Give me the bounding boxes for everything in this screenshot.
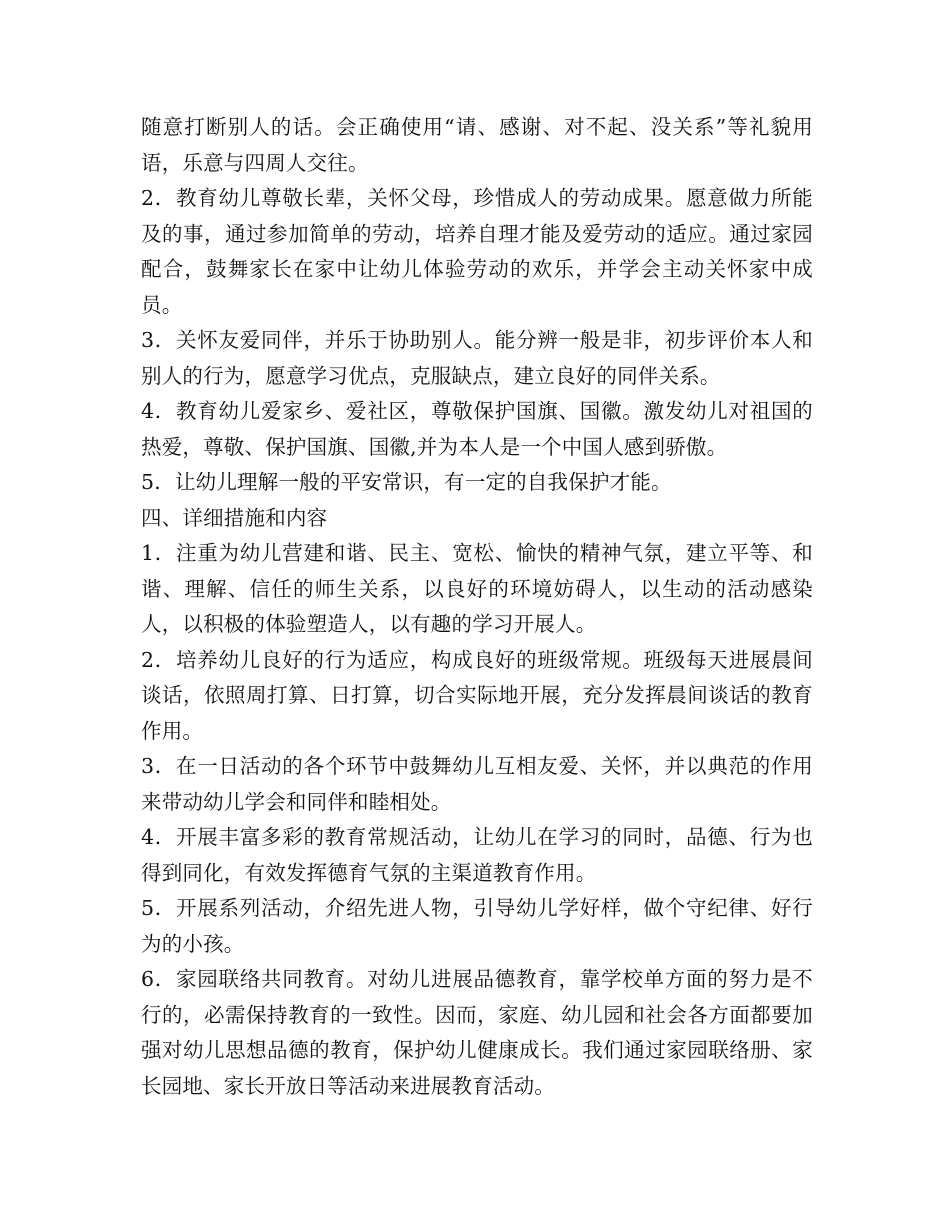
paragraph-item-2: 2．教育幼儿尊敬长辈，关怀父母，珍惜成人的劳动成果。愿意做力所能及的事，通过参加简单的劳动，培养自理才能及爱劳动的适应。通过家园配合，鼓舞家长在家中让幼儿体验劳动的欢乐，并学会主动关怀家中成员。 xyxy=(141,186,813,317)
measure-item-4: 4．开展丰富多彩的教育常规活动，让幼儿在学习的同时，品德、行为也得到同化，有效发挥德育气氛的主渠道教育作用。 xyxy=(141,825,813,885)
measure-item-3: 3．在一日活动的各个环节中鼓舞幼儿互相友爱、关怀，并以典范的作用来带动幼儿学会和同伴和睦相处。 xyxy=(141,754,813,814)
document-body xyxy=(141,110,813,1104)
measure-item-1: 1．注重为幼儿营建和谐、民主、宽松、愉快的精神气氛，建立平等、和谐、理解、信任的师生关系，以良好的环境妨碍人，以生动的活动感染人，以积极的体验塑造人，以有趣的学习开展人。 xyxy=(141,541,813,636)
paragraph-item-5: 5．让幼儿理解一般的平安常识，有一定的自我保护才能。 xyxy=(141,470,672,494)
measure-item-5: 5．开展系列活动，介绍先进人物，引导幼儿学好样，做个守纪律、好行为的小孩。 xyxy=(141,896,813,956)
paragraph-item-3: 3．关怀友爱同伴，并乐于协助别人。能分辨一般是非，初步评价本人和别人的行为，愿意学习优点，克服缺点，建立良好的同伴关系。 xyxy=(141,328,813,388)
paragraph-continuation: 随意打断别人的话。会正确使用“请、感谢、对不起、没关系”等礼貌用语，乐意与四周人交往。 xyxy=(141,115,813,175)
paragraph-item-4: 4．教育幼儿爱家乡、爱社区，尊敬保护国旗、国徽。激发幼儿对祖国的热爱，尊敬、保护国旗、国徽,并为本人是一个中国人感到骄傲。 xyxy=(141,399,813,459)
measure-item-6: 6．家园联络共同教育。对幼儿进展品德教育，靠学校单方面的努力是不行的，必需保持教育的一致性。因而，家庭、幼儿园和社会各方面都要加强对幼儿思想品德的教育，保护幼儿健康成长。我们通过家园联络册、家长园地、家长开放日等活动来进展教育活动。 xyxy=(141,967,813,1098)
section-heading: 四、详细措施和内容 xyxy=(141,505,328,530)
measure-item-2: 2．培养幼儿良好的行为适应，构成良好的班级常规。班级每天进展晨间谈话，依照周打算、日打算，切合实际地开展，充分发挥晨间谈话的教育作用。 xyxy=(141,647,813,743)
